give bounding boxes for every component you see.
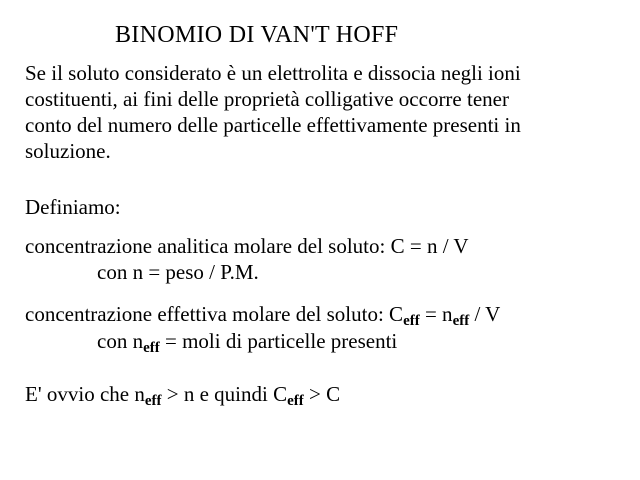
effective-moles-definition (97, 328, 397, 354)
subscript-eff: eff (287, 393, 304, 409)
intro-paragraph (25, 60, 625, 164)
effective-with-before: con n (97, 329, 144, 353)
conclusion-part1: E' ovvio che n (25, 382, 145, 406)
conclusion-part3: > C (303, 382, 341, 406)
analytic-moles-definition: con n = peso / P.M. (97, 260, 259, 284)
subscript-eff: eff (144, 393, 162, 409)
effective-with-after: = moli di particelle presenti (159, 329, 398, 353)
effective-text-mid: = n (419, 302, 453, 326)
intro-line: conto del numero delle particelle effettivamente presenti in (25, 113, 521, 137)
intro-line: Se il soluto considerato è un elettrolita e dissocia negli ioni (25, 61, 521, 85)
effective-text-before: concentrazione effettiva molare del soluto: C (25, 302, 404, 326)
analytic-concentration: concentrazione analitica molare del soluto: C = n / V (25, 234, 469, 258)
effective-concentration (25, 301, 500, 327)
intro-line: soluzione. (25, 139, 111, 163)
define-label: Definiamo: (25, 195, 121, 219)
page-title: BINOMIO DI VAN'T HOFF (115, 22, 399, 48)
subscript-eff: eff (403, 313, 420, 329)
conclusion (25, 381, 340, 407)
conclusion-part2: > n e quindi C (161, 382, 288, 406)
intro-line: costituenti, ai fini delle proprietà colligative occorre tener (25, 87, 509, 111)
subscript-eff: eff (143, 340, 160, 356)
subscript-eff: eff (452, 313, 470, 329)
effective-text-after: / V (469, 302, 501, 326)
